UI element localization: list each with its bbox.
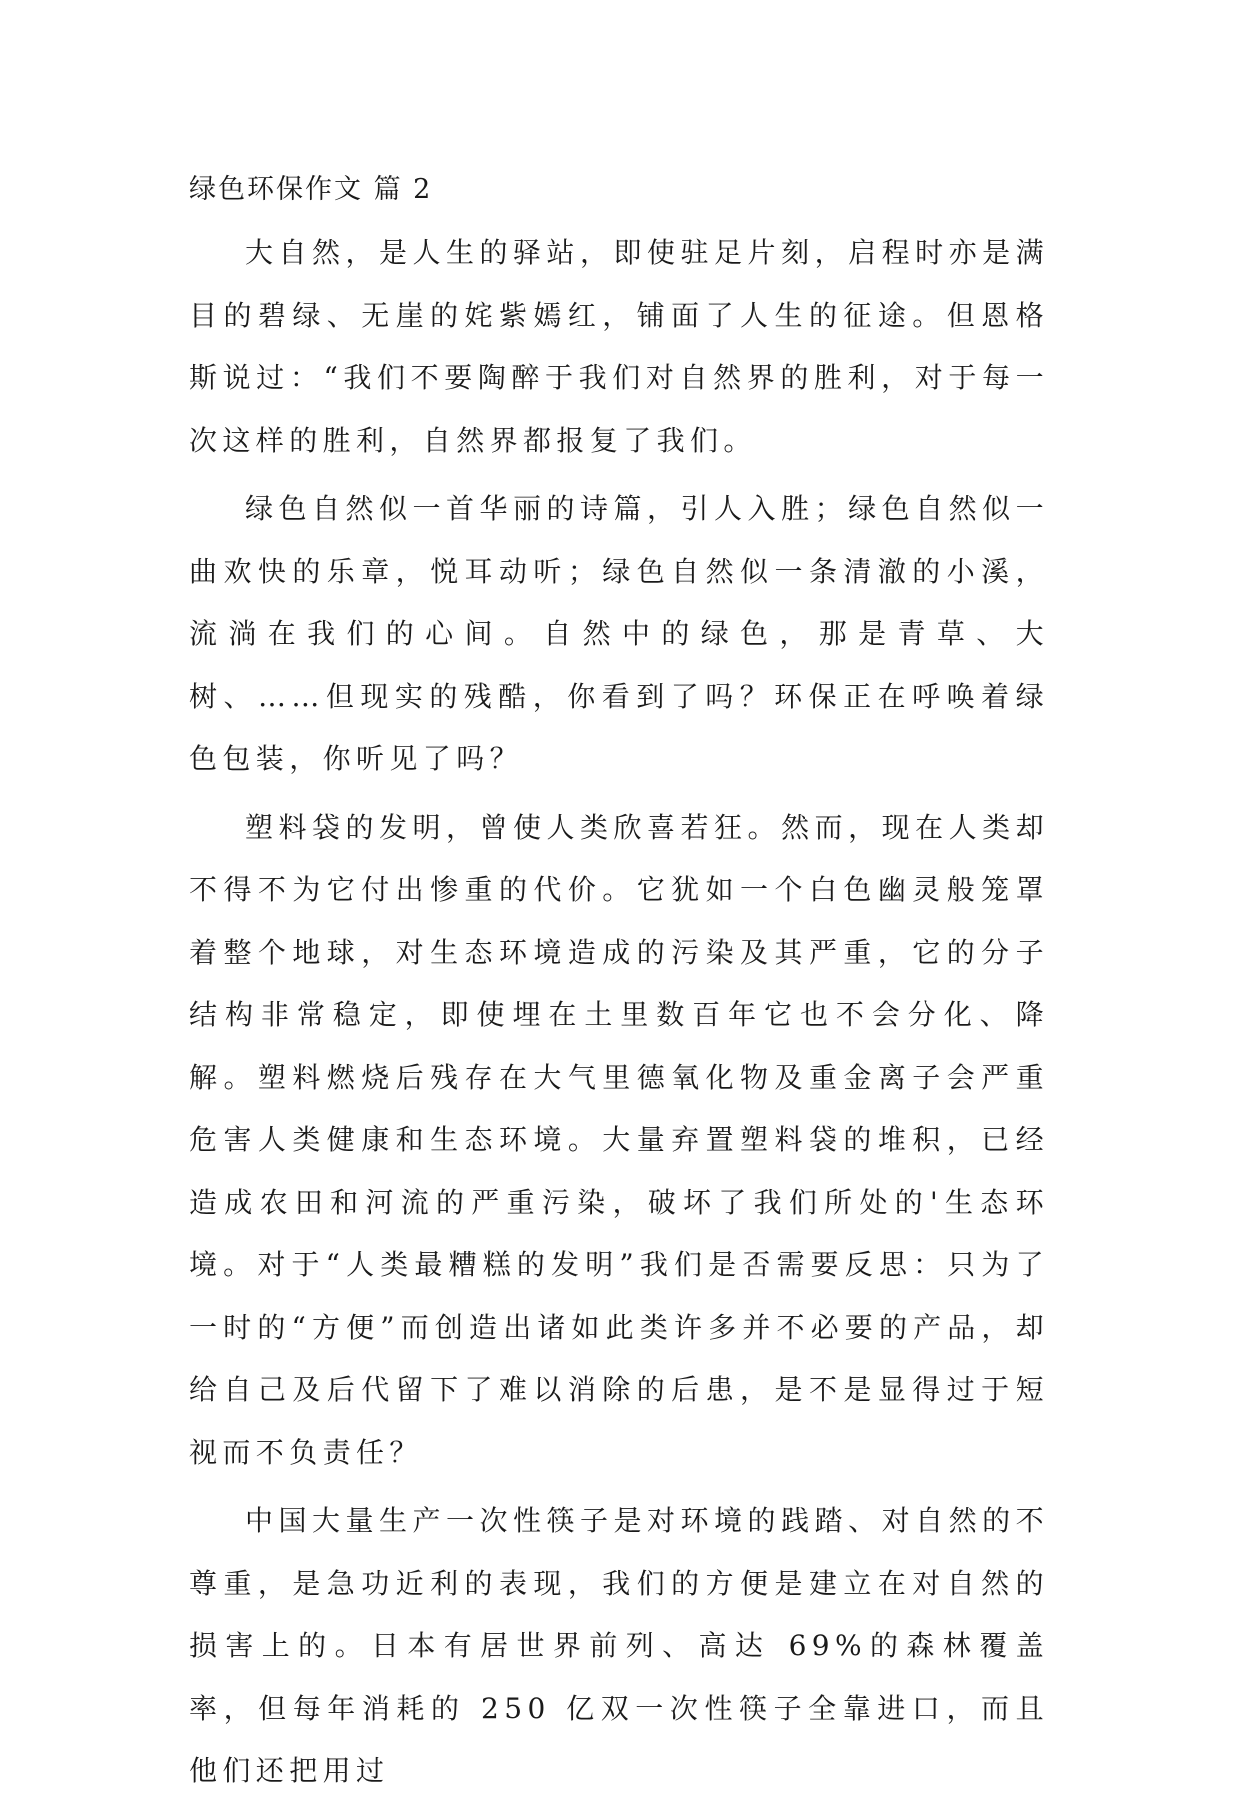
document-title: 绿色环保作文 篇 2 <box>189 174 433 205</box>
paragraph-3: 塑料袋的发明，曾使人类欣喜若狂。然而，现在人类却不得不为它付出惨重的代价。它犹如一个白色幽灵般笼罩着整个地球，对生态环境造成的污染及其严重，它的分子结构非常稳定，即使埋在土里数百年它也不会分化、降解。塑料燃烧后残存在大气里德氧化物及重金离子会严重危害人类健康和生态环境。大量弃置塑料袋的堆积，已经造成农田和河流的严重污染，破坏了我们所处的'生态环境。对于“人类最糟糕的发明”我们是否需要反思：只为了一时的“方便”而创造出诸如此类许多并不必要的产品，却给自己及后代留下了难以消除的后患，是不是显得过于短视而不负责任？ <box>189 810 1049 1469</box>
document-page <box>189 170 1049 1803</box>
paragraph-1: 大自然，是人生的驿站，即使驻足片刻，启程时亦是满目的碧绿、无崖的姹紫嫣红，铺面了人生的征途。但恩格斯说过：“我们不要陶醉于我们对自然界的胜利，对于每一次这样的胜利，自然界都报复了我们。 <box>189 236 1049 457</box>
paragraph-2: 绿色自然似一首华丽的诗篇，引人入胜；绿色自然似一曲欢快的乐章，悦耳动听；绿色自然似一条清澈的小溪，流淌在我们的心间。自然中的绿色，那是青草、大树、……但现实的残酷，你看到了吗？环保正在呼唤着绿色包装，你听见了吗？ <box>189 492 1049 775</box>
paragraph-4: 中国大量生产一次性筷子是对环境的践踏、对自然的不尊重，是急功近利的表现，我们的方便是建立在对自然的损害上的。日本有居世界前列、高达 69%的森林覆盖率，但每年消耗的 250 亿双一次性筷子全靠进口，而且他们还把用过 <box>189 1504 1049 1787</box>
